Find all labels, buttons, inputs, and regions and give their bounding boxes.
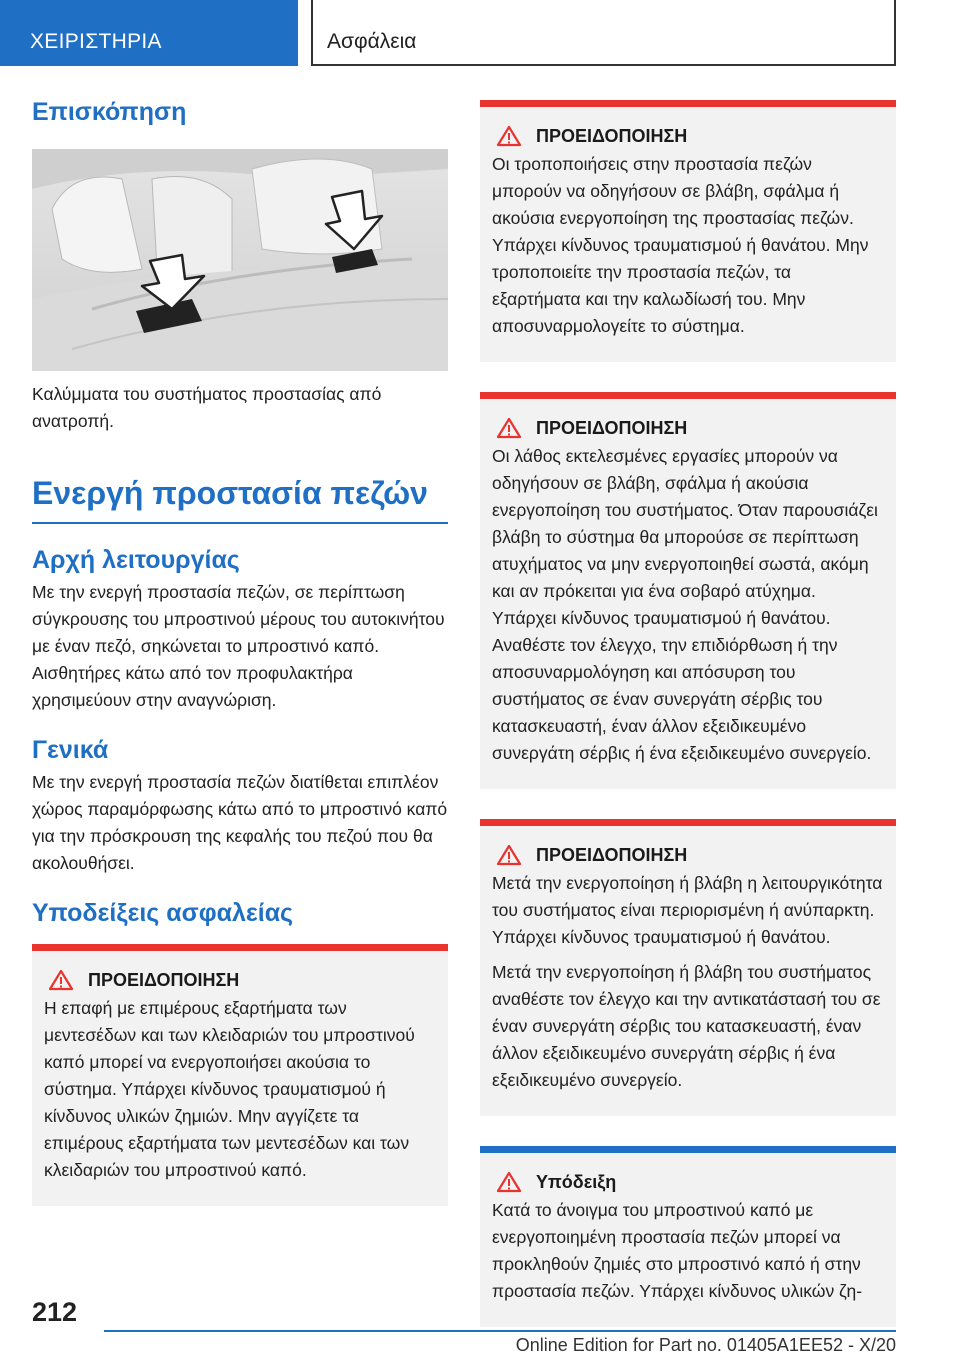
warning-triangle-icon xyxy=(496,417,522,439)
section-title: Ασφάλεια xyxy=(311,0,896,66)
warning-header xyxy=(44,969,436,991)
warning-header xyxy=(492,125,884,147)
warning-text-continued: Μετά την ενεργοποίηση ή βλάβη του συστήματος αναθέστε τον έλεγχο και την αντικατάστασή του σε έναν συνεργάτη σέρβις του κατασκευαστή, έναν άλλον εξειδικευμένο συνεργάτη σέρβις ή ένα εξειδικευμένο συνεργείο. xyxy=(492,962,881,1090)
warning-title: ΠΡΟΕΙΔΟΠΟΙΗΣΗ xyxy=(536,417,688,438)
warning-text: Η επαφή με επιμέρους εξαρτήματα των μεντεσέδων και των κλειδαριών του μπροστινού καπό μπορεί να ενεργοποιήσει ακούσια το σύστημα. Υπάρχει κίνδυνος τραυματισμού ή κίνδυνος υλικών ζημιών. Μην αγγίζετε τα επιμέρους εξαρτήματα των μεντεσέδων και των κλειδαριών του μπροστινού καπό. xyxy=(44,998,415,1180)
rollover-protection-figure xyxy=(32,149,448,371)
warning-box-3 xyxy=(480,392,896,789)
note-title: Υπόδειξη xyxy=(536,1171,617,1192)
warning-header xyxy=(492,844,884,866)
warning-title: ΠΡΟΕΙΔΟΠΟΙΗΣΗ xyxy=(536,125,688,146)
warning-triangle-icon xyxy=(496,125,522,147)
left-column xyxy=(32,98,448,1206)
note-box xyxy=(480,1146,896,1327)
overview-heading: Επισκόπηση xyxy=(32,98,187,126)
chapter-label: ΧΕΙΡΙΣΤΗΡΙΑ xyxy=(30,30,162,53)
warning-box-2 xyxy=(480,100,896,362)
warning-box-1 xyxy=(32,944,448,1206)
general-heading: Γενικά xyxy=(32,736,109,764)
warning-text: Οι λάθος εκτελεσμένες εργασίες μπορούν να οδηγήσουν σε βλάβη, σφάλμα ή ακούσια ενεργοποίηση του συστήματος. Όταν παρουσιάζει βλάβη το σύστημα θα μπορούσε σε περίπτωση ατυχήματος να μην ενεργοποιηθεί σωστά, ακόμη και αν πρόκειται για ένα σοβαρό ατύχημα. Υπάρχει κίνδυνος τραυματισμού ή θανάτου. Αναθέστε τον έλεγχο, την επιδιόρθωση ή την αποσυναρμολόγηση και απόσυρση του συστήματος σε έναν συνεργάτη σέρβις του κατασκευαστή, έναν άλλον εξειδικευμένο συνεργάτη σέρβις ή ένα εξειδικευμένο συνεργείο. xyxy=(492,446,878,763)
edition-link[interactable]: Online Edition for Part no. 01405A1EE52 - X/20 xyxy=(515,1335,896,1355)
warning-text: Οι τροποποιήσεις στην προστασία πεζών μπορούν να οδηγήσουν σε βλάβη, σφάλμα ή ακούσια ενεργοποίηση της προστασίας πεζών. Υπάρχει κίνδυνος τραυματισμού ή θανάτου. Μην τροποποιείτε την προστασία πεζών, τα εξαρτήματα και την καλωδίωσή του. Μην αποσυναρμολογείτε το σύστημα. xyxy=(492,154,869,336)
general-text: Με την ενεργή προστασία πεζών διατίθεται επιπλέον χώρος παραμόρφωσης κάτω από το μπροστινό καπό για την πρόσκρουση της κεφαλής του πεζού που θα ακολουθήσει. xyxy=(32,772,448,873)
figure-caption: Καλύμματα του συστήματος προστασίας από ανατροπή. xyxy=(32,384,382,431)
warning-header xyxy=(492,417,884,439)
principle-heading: Αρχή λειτουργίας xyxy=(32,546,240,574)
warning-triangle-icon xyxy=(48,969,74,991)
warning-title: ΠΡΟΕΙΔΟΠΟΙΗΣΗ xyxy=(536,844,688,865)
info-triangle-icon xyxy=(496,1171,522,1193)
principle-text: Με την ενεργή προστασία πεζών, σε περίπτωση σύγκρουσης του μπροστινού μέρους του αυτοκινήτου με έναν πεζό, σηκώνεται το μπροστινό καπό. Αισθητήρες κάτω από τον προφυλακτήρα χρησιμεύουν στην αναγνώριση. xyxy=(32,582,445,710)
note-text: Κατά το άνοιγμα του μπροστινού καπό με ενεργοποιημένη προστασία πεζών μπορεί να προκληθούν ζημιές στο μπροστινό καπό ή στην προστασία πεζών. Υπάρχει κίνδυνος υλικών ζη- xyxy=(492,1200,863,1301)
car-interior-illustration xyxy=(32,149,448,371)
warning-title: ΠΡΟΕΙΔΟΠΟΙΗΣΗ xyxy=(88,969,240,990)
warning-triangle-icon xyxy=(496,844,522,866)
note-header xyxy=(492,1171,884,1193)
page-number: 212 xyxy=(32,1297,78,1327)
right-column xyxy=(480,100,896,1327)
footer-rule xyxy=(104,1330,896,1332)
chapter-tab[interactable] xyxy=(0,0,298,66)
warning-box-4 xyxy=(480,819,896,1116)
warning-text: Μετά την ενεργοποίηση ή βλάβη η λειτουργικότητα του συστήματος είναι περιορισμένη ή ανύπαρκτη. Υπάρχει κίνδυνος τραυματισμού ή θανάτου. xyxy=(492,873,883,947)
heading-rule xyxy=(32,522,448,524)
safety-heading: Υποδείξεις ασφαλείας xyxy=(32,899,294,927)
main-heading: Ενεργή προστασία πεζών xyxy=(32,475,428,511)
